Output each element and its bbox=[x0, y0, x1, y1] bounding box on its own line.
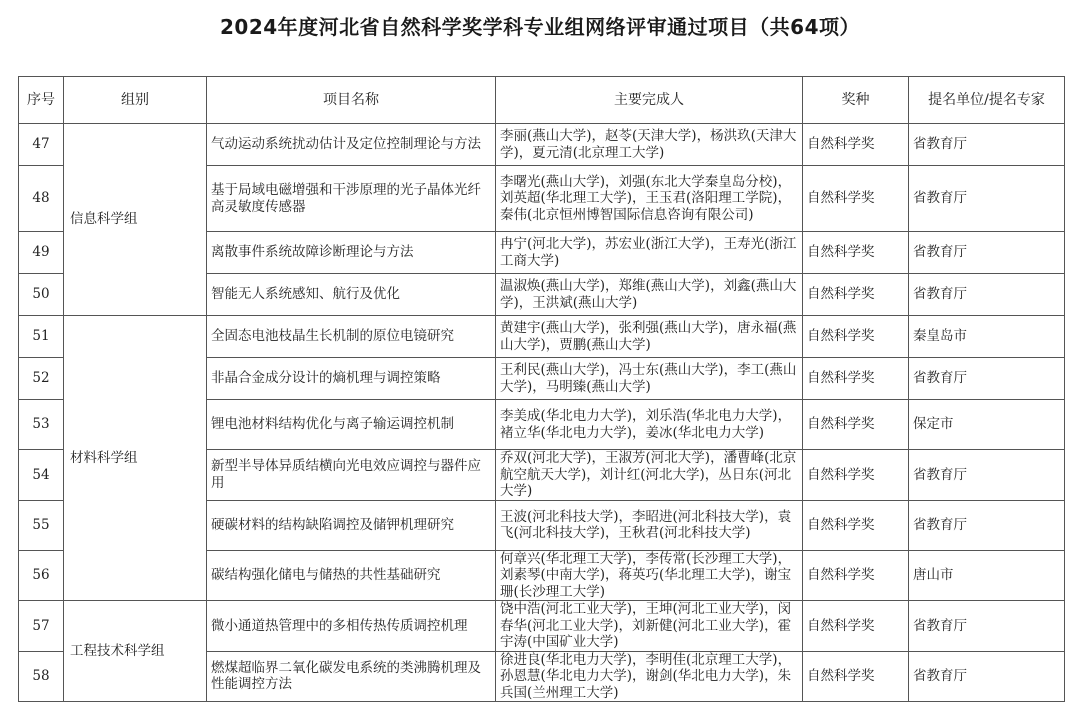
row-number: 52 bbox=[19, 358, 64, 400]
row-number: 49 bbox=[19, 232, 64, 274]
main-contributors: 徐进良(华北电力大学)，李明佳(北京理工大学)，孙恩慧(华北电力大学)，谢剑(华北电力大学)，朱兵国(兰州理工大学) bbox=[496, 651, 803, 702]
projects-table bbox=[18, 76, 1065, 702]
row-number: 54 bbox=[19, 450, 64, 501]
nominator: 省教育厅 bbox=[909, 500, 1065, 550]
main-contributors: 黄建宇(燕山大学)，张利强(燕山大学)，唐永福(燕山大学)，贾鹏(燕山大学) bbox=[496, 316, 803, 358]
group-cell-materials: 材料科学组 bbox=[64, 316, 207, 601]
header-group: 组别 bbox=[64, 77, 207, 124]
project-name: 气动运动系统扰动估计及定位控制理论与方法 bbox=[207, 124, 496, 166]
project-name: 新型半导体异质结横向光电效应调控与器件应用 bbox=[207, 450, 496, 501]
header-nominator: 提名单位/提名专家 bbox=[909, 77, 1065, 124]
project-name: 全固态电池枝晶生长机制的原位电镜研究 bbox=[207, 316, 496, 358]
project-name: 硬碳材料的结构缺陷调控及储钾机理研究 bbox=[207, 500, 496, 550]
award-type: 自然科学奖 bbox=[803, 124, 909, 166]
row-number: 57 bbox=[19, 601, 64, 652]
table-row bbox=[19, 316, 1065, 358]
project-name: 基于局域电磁增强和干涉原理的光子晶体光纤高灵敏度传感器 bbox=[207, 166, 496, 232]
row-number: 50 bbox=[19, 274, 64, 316]
header-no: 序号 bbox=[19, 77, 64, 124]
award-type: 自然科学奖 bbox=[803, 550, 909, 601]
page-title: 2024年度河北省自然科学奖学科专业组网络评审通过项目（共64项） bbox=[220, 15, 860, 39]
main-contributors: 温淑焕(燕山大学)，郑维(燕山大学)，刘鑫(燕山大学)，王洪斌(燕山大学) bbox=[496, 274, 803, 316]
project-name: 碳结构强化储电与储热的共性基础研究 bbox=[207, 550, 496, 601]
award-type: 自然科学奖 bbox=[803, 232, 909, 274]
award-type: 自然科学奖 bbox=[803, 400, 909, 450]
main-contributors: 王利民(燕山大学)，冯士东(燕山大学)，李工(燕山大学)，马明臻(燕山大学) bbox=[496, 358, 803, 400]
main-contributors: 王波(河北科技大学)，李昭进(河北科技大学)，袁飞(河北科技大学)，王秋君(河北科技大学) bbox=[496, 500, 803, 550]
nominator: 省教育厅 bbox=[909, 166, 1065, 232]
header-project-name: 项目名称 bbox=[207, 77, 496, 124]
project-name: 锂电池材料结构优化与离子输运调控机制 bbox=[207, 400, 496, 450]
award-type: 自然科学奖 bbox=[803, 651, 909, 702]
project-name: 燃煤超临界二氧化碳发电系统的类沸腾机理及性能调控方法 bbox=[207, 651, 496, 702]
award-type: 自然科学奖 bbox=[803, 601, 909, 652]
nominator: 秦皇岛市 bbox=[909, 316, 1065, 358]
main-contributors: 李美成(华北电力大学)，刘乐浩(华北电力大学)，褚立华(华北电力大学)，姜冰(华北电力大学) bbox=[496, 400, 803, 450]
nominator: 省教育厅 bbox=[909, 601, 1065, 652]
project-name: 智能无人系统感知、航行及优化 bbox=[207, 274, 496, 316]
project-name: 离散事件系统故障诊断理论与方法 bbox=[207, 232, 496, 274]
main-contributors: 乔双(河北大学)，王淑芳(河北大学)，潘曹峰(北京航空航天大学)，刘计红(河北大学)，丛日东(河北大学) bbox=[496, 450, 803, 501]
award-type: 自然科学奖 bbox=[803, 166, 909, 232]
project-name: 微小通道热管理中的多相传热传质调控机理 bbox=[207, 601, 496, 652]
group-cell-engineering: 工程技术科学组 bbox=[64, 601, 207, 702]
row-number: 55 bbox=[19, 500, 64, 550]
row-number: 51 bbox=[19, 316, 64, 358]
award-type: 自然科学奖 bbox=[803, 450, 909, 501]
nominator: 省教育厅 bbox=[909, 124, 1065, 166]
row-number: 47 bbox=[19, 124, 64, 166]
main-contributors: 李曙光(燕山大学)，刘强(东北大学秦皇岛分校)，刘英超(华北理工大学)，王玉君(洛阳理工学院)，秦伟(北京恒州博智国际信息咨询有限公司) bbox=[496, 166, 803, 232]
main-contributors: 李丽(燕山大学)，赵苓(天津大学)，杨洪玖(天津大学)，夏元清(北京理工大学) bbox=[496, 124, 803, 166]
award-type: 自然科学奖 bbox=[803, 358, 909, 400]
award-type: 自然科学奖 bbox=[803, 274, 909, 316]
award-type: 自然科学奖 bbox=[803, 500, 909, 550]
header-main-contributors: 主要完成人 bbox=[496, 77, 803, 124]
table-row bbox=[19, 124, 1065, 166]
row-number: 53 bbox=[19, 400, 64, 450]
nominator: 保定市 bbox=[909, 400, 1065, 450]
nominator: 省教育厅 bbox=[909, 358, 1065, 400]
main-contributors: 饶中浩(河北工业大学)，王坤(河北工业大学)，闵春华(河北工业大学)，刘新健(河北工业大学)，霍宇涛(中国矿业大学) bbox=[496, 601, 803, 652]
project-name: 非晶合金成分设计的熵机理与调控策略 bbox=[207, 358, 496, 400]
row-number: 56 bbox=[19, 550, 64, 601]
row-number: 58 bbox=[19, 651, 64, 702]
table-header-row bbox=[19, 77, 1065, 124]
main-contributors: 冉宁(河北大学)，苏宏业(浙江大学)，王寿光(浙江工商大学) bbox=[496, 232, 803, 274]
main-contributors: 何章兴(华北理工大学)，李传常(长沙理工大学)，刘素琴(中南大学)，蒋英巧(华北理工大学)，谢宝珊(长沙理工大学) bbox=[496, 550, 803, 601]
award-type: 自然科学奖 bbox=[803, 316, 909, 358]
table-row bbox=[19, 601, 1065, 652]
nominator: 省教育厅 bbox=[909, 274, 1065, 316]
nominator: 省教育厅 bbox=[909, 651, 1065, 702]
nominator: 省教育厅 bbox=[909, 450, 1065, 501]
nominator: 省教育厅 bbox=[909, 232, 1065, 274]
row-number: 48 bbox=[19, 166, 64, 232]
group-cell-info: 信息科学组 bbox=[64, 124, 207, 316]
nominator: 唐山市 bbox=[909, 550, 1065, 601]
header-award-type: 奖种 bbox=[803, 77, 909, 124]
